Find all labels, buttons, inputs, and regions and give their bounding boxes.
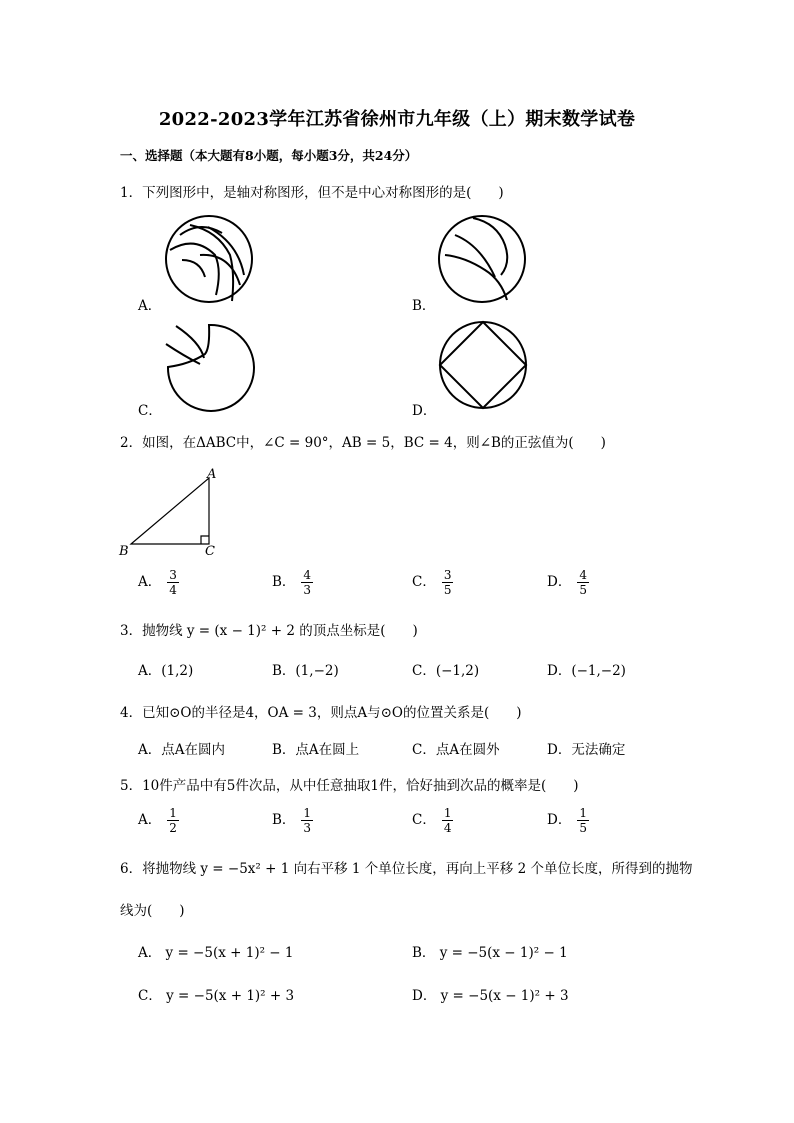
q1-figure-b — [435, 215, 535, 305]
q3-option-c[interactable]: C．(−1,2) — [412, 663, 480, 679]
q5-option-b-letter: B． — [272, 812, 296, 828]
q2-stem: 2．如图，在ΔABC中，∠C = 90°，AB = 5，BC = 4，则∠B的正弦值为( ) — [120, 435, 606, 451]
q5-option-c-den: 4 — [443, 821, 452, 835]
q2-option-d-letter: D． — [547, 574, 572, 590]
q4-option-c[interactable]: C．点A在圆外 — [412, 742, 500, 758]
q5-option-d-letter: D． — [547, 812, 572, 828]
q1-option-a[interactable]: A． — [138, 298, 162, 314]
q6-option-d[interactable]: D． y = −5(x − 1)² + 3 — [412, 988, 569, 1004]
q5-option-b-fraction — [301, 806, 313, 835]
q5-option-d-num: 1 — [579, 806, 587, 820]
q2-option-b-den: 3 — [303, 583, 312, 597]
q5-stem: 5．10件产品中有5件次品，从中任意抽取1件，恰好抽到次品的概率是( ) — [120, 778, 579, 794]
q5-option-d-fraction — [577, 806, 589, 835]
q5-option-b[interactable] — [272, 806, 313, 835]
page-title: 2022-2023学年江苏省徐州市九年级（上）期末数学试卷 — [158, 109, 636, 130]
q5-option-b-num: 1 — [303, 806, 312, 820]
q1-stem: 1．下列图形中，是轴对称图形，但不是中心对称图形的是( ) — [120, 185, 504, 201]
q3-stem: 3．抛物线 y = (x − 1)² + 2 的顶点坐标是( ) — [120, 623, 418, 639]
q2-option-a-num: 3 — [169, 568, 177, 582]
q2-option-a-letter: A． — [138, 574, 162, 590]
q2-option-a[interactable] — [138, 568, 179, 597]
q4-option-b[interactable]: B．点A在圆上 — [272, 742, 360, 758]
q2-option-d-den: 5 — [579, 583, 587, 597]
q2-option-c-fraction — [442, 568, 454, 597]
q2-option-c-num: 3 — [443, 568, 452, 582]
q5-option-b-den: 3 — [303, 821, 312, 835]
q2-option-b[interactable] — [272, 568, 313, 597]
q3-option-d[interactable]: D．(−1,−2) — [547, 663, 626, 679]
q1-figure-d — [437, 320, 531, 412]
q6-stem-line1: 6．将抛物线 y = −5x² + 1 向右平移 1 个单位长度，再向上平移 2 个单位长度，所得到的抛物 — [120, 861, 693, 877]
q5-option-c-letter: C． — [412, 812, 436, 828]
q3-option-a[interactable]: A．(1,2) — [138, 663, 194, 679]
q2-option-c-den: 5 — [443, 583, 452, 597]
q2-option-b-num: 4 — [303, 568, 312, 582]
q5-option-a[interactable] — [138, 806, 179, 835]
q5-option-c-num: 1 — [443, 806, 452, 820]
section-heading: 一、选择题（本大题有8小题，每小题3分，共24分） — [120, 148, 418, 163]
q4-option-a[interactable]: A．点A在圆内 — [138, 742, 225, 758]
q4-option-d[interactable]: D．无法确定 — [547, 742, 626, 758]
q2-label-c: C — [205, 544, 215, 559]
q1-option-d[interactable]: D． — [412, 403, 437, 419]
q5-option-c-fraction — [442, 806, 454, 835]
q5-option-a-den: 2 — [169, 821, 177, 835]
q5-option-a-fraction — [167, 806, 179, 835]
q6-option-a[interactable]: A． y = −5(x + 1)² − 1 — [138, 945, 294, 961]
q1-option-c[interactable]: C． — [138, 403, 162, 419]
q2-label-a: A — [207, 467, 217, 482]
q6-stem-line2: 线为( ) — [120, 903, 185, 919]
q2-option-b-letter: B． — [272, 574, 296, 590]
q5-option-d[interactable] — [547, 806, 589, 835]
q1-figure-a — [160, 215, 260, 305]
q3-option-b[interactable]: B．(1,−2) — [272, 663, 339, 679]
q2-option-d-num: 4 — [579, 568, 587, 582]
q2-option-a-fraction — [167, 568, 179, 597]
q5-option-d-den: 5 — [579, 821, 587, 835]
q6-option-c[interactable]: C． y = −5(x + 1)² + 3 — [138, 988, 295, 1004]
q2-option-c[interactable] — [412, 568, 453, 597]
q6-option-b[interactable]: B． y = −5(x − 1)² − 1 — [412, 945, 568, 961]
q2-option-c-letter: C． — [412, 574, 436, 590]
q1-option-b[interactable]: B． — [412, 298, 436, 314]
q2-option-d[interactable] — [547, 568, 589, 597]
q2-option-a-den: 4 — [169, 583, 177, 597]
q4-stem: 4．已知⊙O的半径是4，OA = 3，则点A与⊙O的位置关系是( ) — [120, 705, 522, 721]
q5-option-a-num: 1 — [169, 806, 177, 820]
q1-figure-c — [160, 322, 260, 412]
q5-option-c[interactable] — [412, 806, 453, 835]
q2-option-b-fraction — [301, 568, 313, 597]
q2-label-b: B — [119, 544, 129, 559]
q2-option-d-fraction — [577, 568, 589, 597]
q5-option-a-letter: A． — [138, 812, 162, 828]
